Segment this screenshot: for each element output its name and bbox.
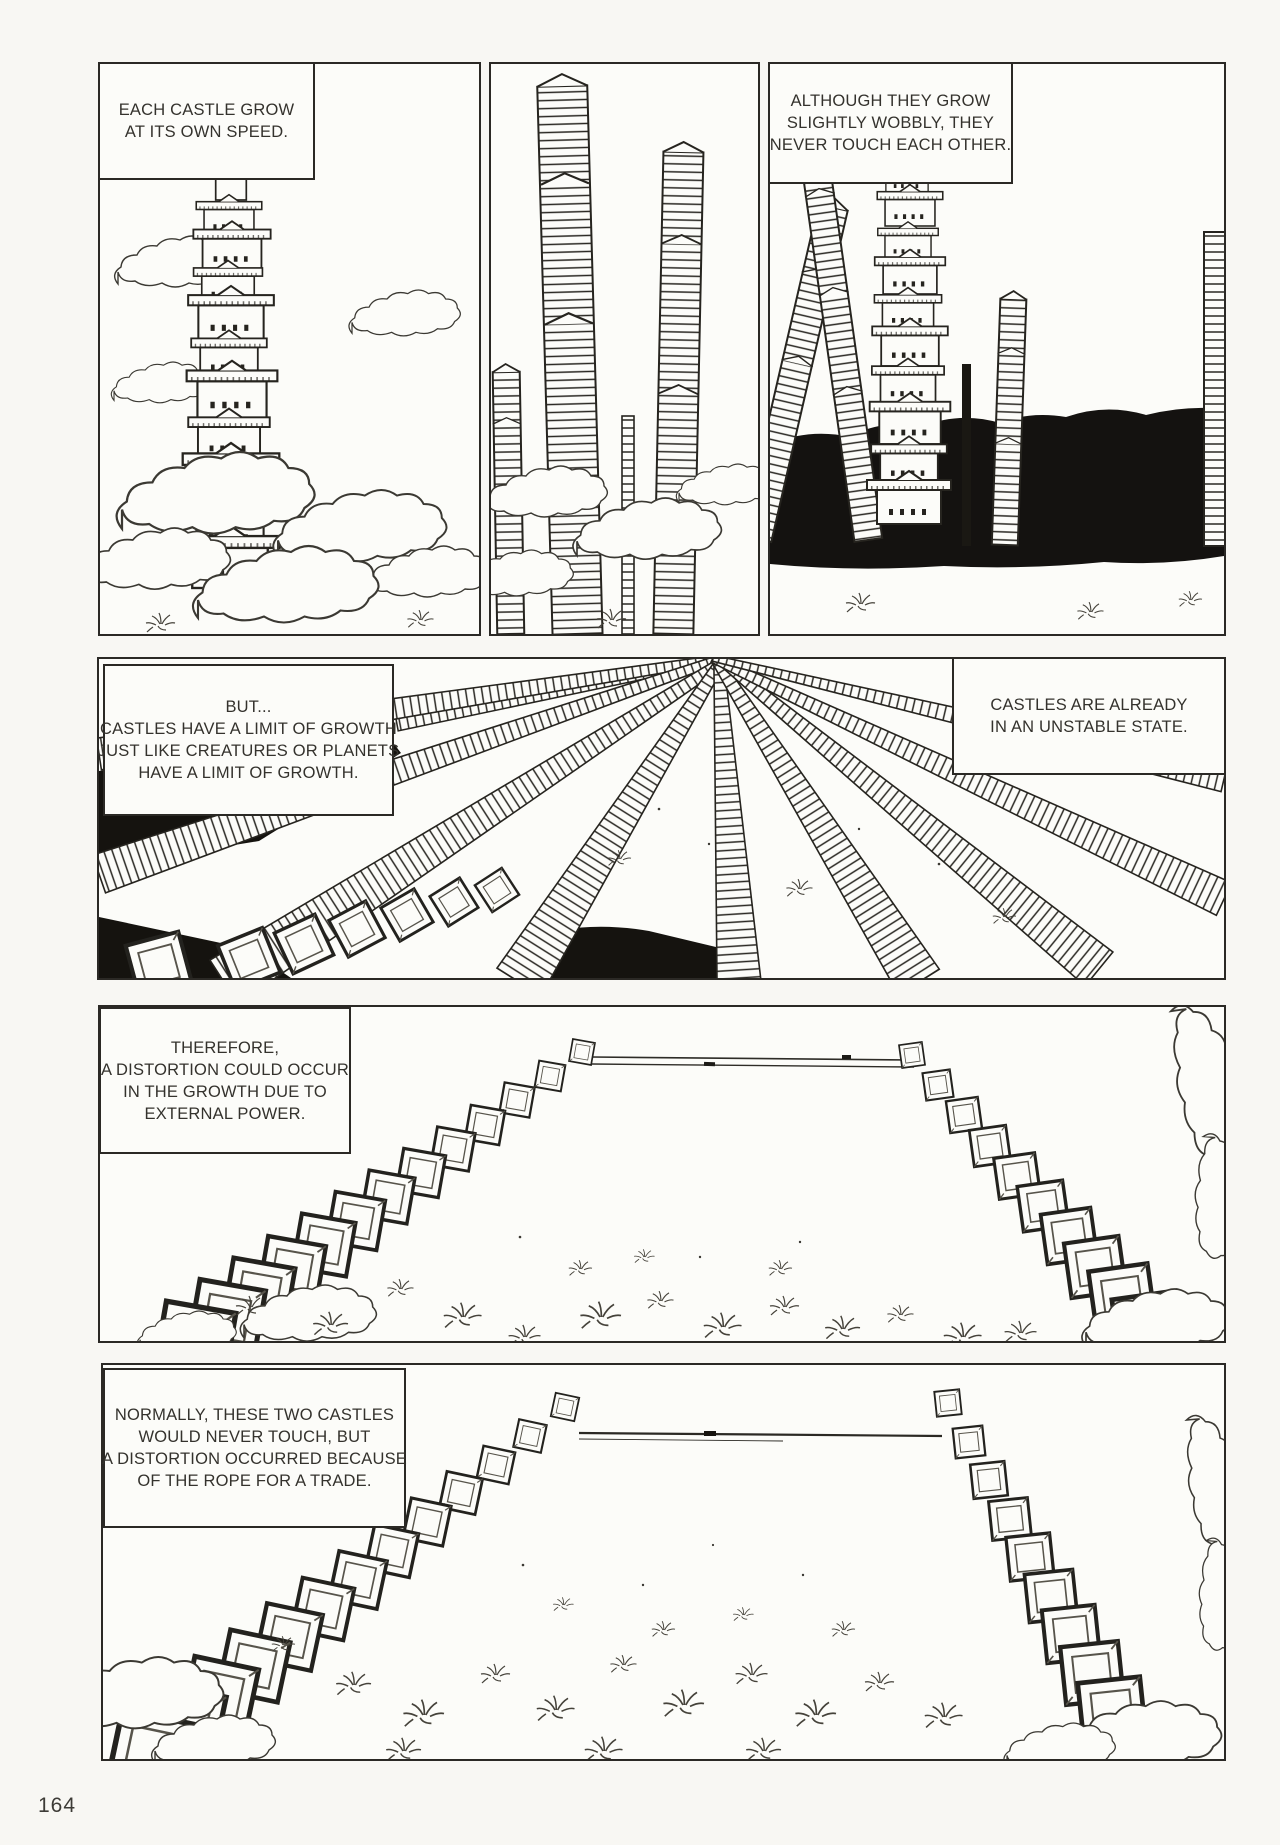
page-number: 164 — [38, 1794, 77, 1817]
panel-5-caption — [99, 1007, 351, 1154]
caption-line: IN THE GROWTH DUE TO — [123, 1082, 327, 1101]
panel-6-caption — [103, 1368, 406, 1528]
caption-line: NEVER TOUCH EACH OTHER. — [769, 136, 1012, 154]
rope-knot — [704, 1431, 716, 1436]
caption-line: OF THE ROPE FOR A TRADE. — [137, 1472, 372, 1490]
caption-line: CASTLES ARE ALREADY — [990, 696, 1188, 714]
rope-knot — [704, 1062, 715, 1066]
caption-line: NORMALLY, THESE TWO CASTLES — [114, 1406, 395, 1424]
panel-4-caption-left — [97, 664, 400, 816]
caption-line: HAVE A LIMIT OF GROWTH. — [138, 764, 359, 782]
panel-4-caption-right — [952, 657, 1226, 775]
panel-3-caption — [768, 62, 1013, 184]
panel-2 — [489, 62, 760, 636]
rope-line — [592, 1057, 914, 1060]
rope-knot — [842, 1055, 851, 1059]
panel-1-caption — [98, 62, 315, 180]
caption-line: EXTERNAL POWER. — [144, 1104, 306, 1123]
panel-2-artwork — [491, 64, 758, 634]
caption-line: A DISTORTION COULD OCCUR — [100, 1060, 350, 1079]
rope-line — [579, 1433, 942, 1436]
caption-line: EACH CASTLE GROW — [118, 101, 295, 119]
caption-line: AT ITS OWN SPEED. — [124, 123, 289, 141]
caption-line: BUT... — [225, 698, 272, 716]
caption-line: ALTHOUGH THEY GROW — [790, 92, 991, 110]
caption-line: THEREFORE, — [170, 1038, 280, 1057]
caption-line: IN AN UNSTABLE STATE. — [990, 718, 1188, 736]
caption-line: WOULD NEVER TOUCH, BUT — [138, 1428, 371, 1446]
caption-line: CASTLES HAVE A LIMIT OF GROWTH — [100, 720, 397, 738]
caption-line: SLIGHTLY WOBBLY, THEY — [786, 114, 995, 132]
caption-line: JUST LIKE CREATURES OR PLANETS — [97, 742, 400, 760]
caption-line: A DISTORTION OCCURRED BECAUSE — [102, 1450, 407, 1468]
